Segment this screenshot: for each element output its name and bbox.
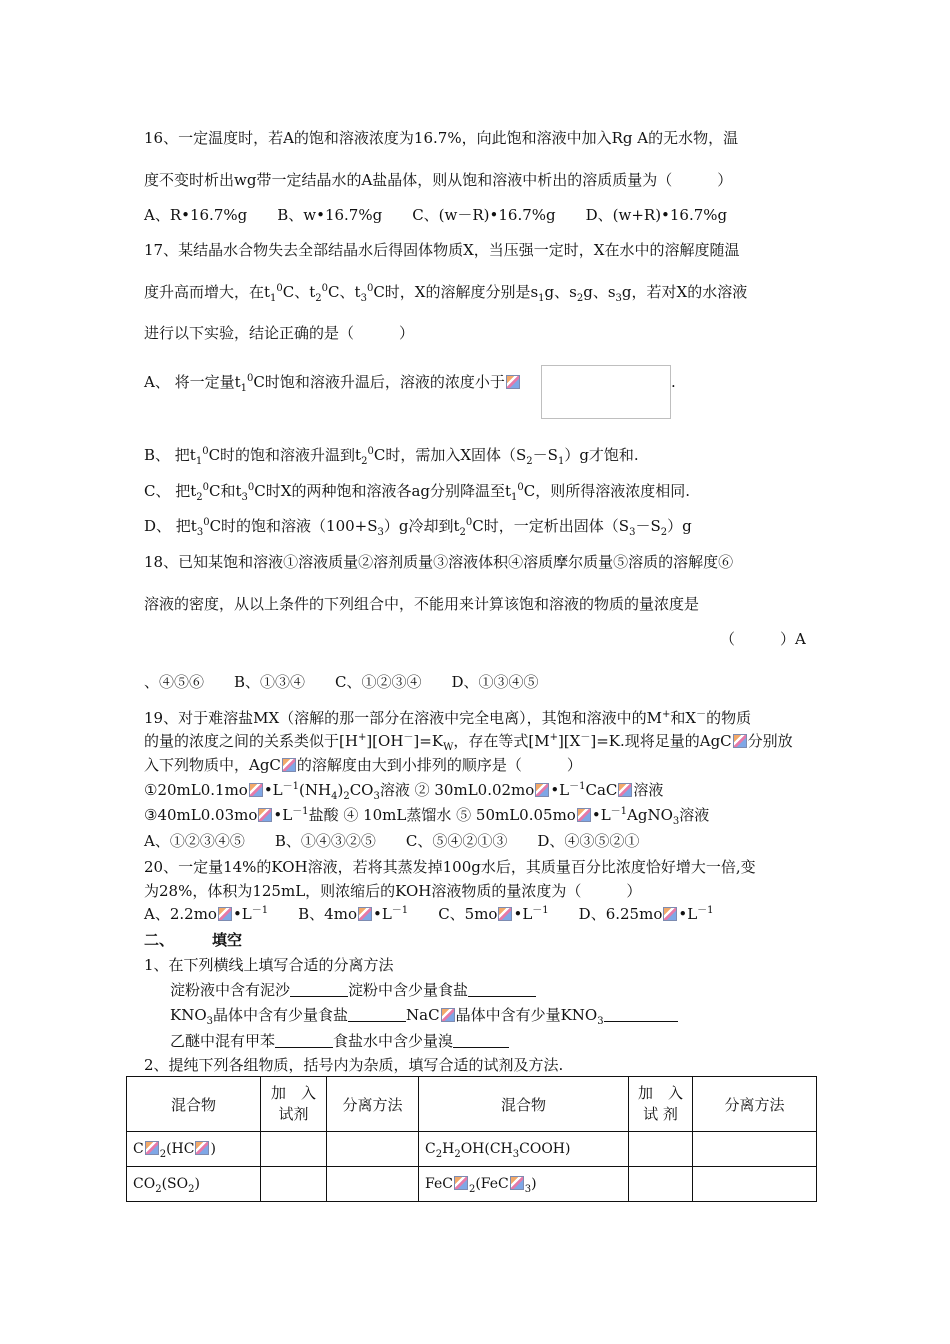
q17-option-a-end: . [671, 373, 676, 391]
broken-image-icon [454, 1176, 468, 1190]
q20-line1: 20、一定量14%的KOH溶液，若将其蒸发掉100g水后，其质量百分比浓度恰好增大一倍,变 [144, 858, 756, 876]
broken-image-icon [441, 1008, 455, 1022]
method-cell[interactable] [327, 1167, 419, 1202]
q17-line3: 进行以下实验，结论正确的是（ ） [144, 324, 415, 342]
method-cell[interactable] [327, 1132, 419, 1167]
q17-option-b: B、 把$t_1^0C$时的饱和溶液升温到$t_2^0C$时，需加入X固体$(S_2-S_1)g$才饱和. [144, 446, 639, 467]
q17-line2: 度升高而增大，在$t_1^0C$、$t_2^0C$、$t_3^0C$时，X的溶解度分别是$s_1g$、$s_2g$、$s_3g$，若对X的水溶液 [144, 283, 748, 304]
broken-image-icon [358, 907, 372, 921]
formula-image-frame [541, 365, 671, 419]
reagent-cell[interactable] [261, 1132, 327, 1167]
q16-line1: 16、一定温度时，若A的饱和溶液浓度为16.7%，向此饱和溶液中加入Rg A的无水物，温 [144, 129, 739, 147]
broken-image-icon [733, 734, 747, 748]
fill1-line2: $KNO_3$晶体中含有少量食盐 NaC 晶体中含有少量$KNO_3$ [170, 1005, 678, 1025]
q17-option-d: D、 把$t_3^0C$时的饱和溶液$(100+S_3)g$冷却到$t_2^0C$时，一定析出固体$(S_3-S_2)g$ [144, 517, 692, 538]
method-cell[interactable] [693, 1132, 817, 1167]
q19-options: A、①②③④⑤ B、①④③②⑤ C、⑤④②①③ D、④③⑤②① [144, 832, 640, 850]
broken-image-icon [663, 907, 677, 921]
answer-blank[interactable] [290, 982, 348, 997]
reagent-cell[interactable] [261, 1167, 327, 1202]
q16-line2: 度不变时析出wg带一定结晶水的A盐晶体，则从饱和溶液中析出的溶质质量为（ ） [144, 171, 733, 189]
answer-blank[interactable] [604, 1007, 678, 1022]
broken-image-icon [498, 907, 512, 921]
purification-table [126, 1076, 817, 1202]
q17-option-a: A、 将一定量$t_1^0C$时饱和溶液升温后，溶液的浓度小于 [144, 372, 521, 392]
broken-image-icon [195, 1141, 209, 1155]
table-row [127, 1167, 817, 1202]
q18-line3: （ ）A [720, 630, 806, 648]
q18-line1: 18、已知某饱和溶液①溶液质量②溶剂质量③溶液体积④溶质摩尔质量⑤溶质的溶解度⑥ [144, 553, 734, 571]
reagent-cell[interactable] [629, 1132, 693, 1167]
answer-blank[interactable] [275, 1033, 333, 1048]
fill2-prompt: 2、提纯下列各组物质，括号内为杂质，填写合适的试剂及方法. [144, 1056, 564, 1074]
mixture-cell: $C_2H_2OH(CH_3COOH)$ [419, 1132, 629, 1167]
q19-line2: 的量的浓度之间的关系类似于$[H^+][OH^-]=K_W$，存在等式[M+][X－]=K.现将足量的AgC 分别放 [144, 732, 793, 753]
table-row [127, 1132, 817, 1167]
section-title: 填空 [212, 931, 243, 949]
answer-blank[interactable] [453, 1033, 509, 1048]
header-method-2: 分离方法 [693, 1077, 817, 1132]
fill1-line1: 淀粉液中含有泥沙 淀粉中含少量食盐 [170, 980, 536, 1000]
reagent-cell[interactable] [629, 1167, 693, 1202]
broken-image-icon [282, 758, 296, 772]
q18-line2: 溶液的密度，从以上条件的下列组合中，不能用来计算该饱和溶液的物质的量浓度是 [144, 595, 700, 613]
broken-image-icon [249, 783, 263, 797]
answer-blank[interactable] [468, 982, 536, 997]
method-cell[interactable] [693, 1167, 817, 1202]
fill1-line3: 乙醚中混有甲苯 食盐水中含少量溴 [170, 1031, 509, 1051]
broken-image-icon [577, 808, 591, 822]
section-number: 二、 [144, 931, 175, 949]
q16-options: A、R•16.7%g B、w•16.7%g C、(w－R)•16.7%g D、(w+R)•16.7%g [144, 206, 728, 224]
q19-item-1: ①20mL0.1mo $•L^{-1}(NH_4)_2CO_3$溶液 ② 30mL0.02mo $•L^{-1}CaC$ 溶液 [144, 781, 664, 802]
q20-line2: 为28%，体积为125mL，则浓缩后的KOH溶液物质的量浓度为（ ） [144, 882, 642, 900]
broken-image-icon [535, 783, 549, 797]
header-mixture: 混合物 [127, 1077, 261, 1132]
broken-image-icon [258, 808, 272, 822]
mixture-cell: FeC $_2$(FeC $_3$) [419, 1167, 629, 1202]
q19-line1: 19、对于难溶盐MX（溶解的那一部分在溶液中完全电离），其饱和溶液中的M+和X－的物质 [144, 709, 752, 727]
q20-options: A、2.2mo $•L^{-1}$ B、4mo $•L^{-1}$ C、5mo $•L^{-1}$ D、6.25mo $•L^{-1}$ [144, 905, 714, 923]
fill1-prompt: 1、在下列横线上填写合适的分离方法 [144, 956, 394, 974]
q17-line1: 17、某结晶水合物失去全部结晶水后得固体物质X，当压强一定时，X在水中的溶解度随温 [144, 241, 740, 259]
table-header-row [127, 1077, 817, 1132]
header-method: 分离方法 [327, 1077, 419, 1132]
q19-line3: 入下列物质中，AgC 的溶解度由大到小排列的顺序是（ ） [144, 756, 582, 774]
header-reagent: 加 入 试剂 [261, 1077, 327, 1132]
broken-image-icon [618, 783, 632, 797]
broken-image-icon [145, 1141, 159, 1155]
broken-image-icon [506, 375, 520, 389]
broken-image-icon [510, 1176, 524, 1190]
mixture-cell: $CO_2(SO_2)$ [127, 1167, 261, 1202]
q17-option-c: C、 把$t_2^0C$和$t_3^0C$时X的两种饱和溶液各ag分别降温至$t_1^0C$，则所得溶液浓度相同. [144, 482, 691, 503]
broken-image-icon [218, 907, 232, 921]
mixture-cell: C $_2$(HC ) [127, 1132, 261, 1167]
header-reagent-2: 加 入 试 剂 [629, 1077, 693, 1132]
answer-blank[interactable] [348, 1007, 406, 1022]
header-mixture-2: 混合物 [419, 1077, 629, 1132]
q18-options: 、④⑤⑥ B、①③④ C、①②③④ D、①③④⑤ [144, 673, 539, 691]
q19-item-2: ③40mL0.03mo $•L^{-1}$盐酸 ④ 10mL蒸馏水 ⑤ 50mL0.05mo $•L^{-1}AgNO_3$溶液 [144, 806, 710, 827]
